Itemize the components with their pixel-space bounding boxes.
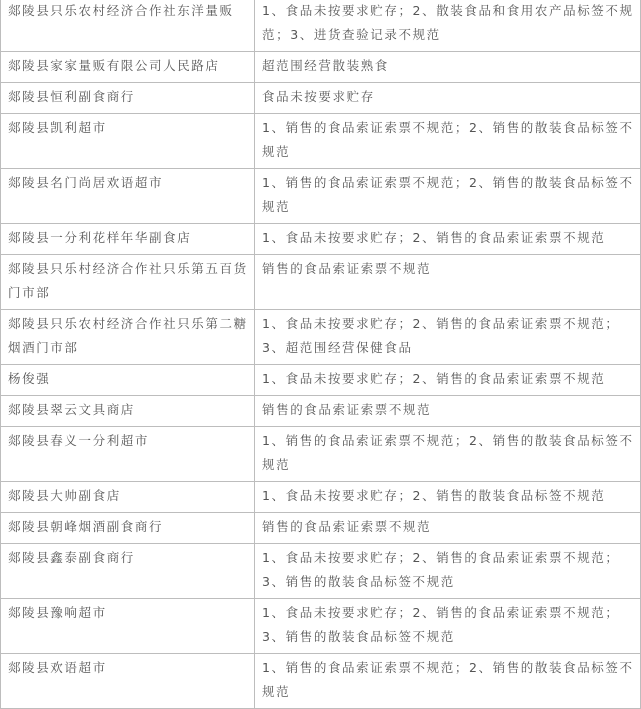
table-row bbox=[1, 482, 641, 513]
table-row bbox=[1, 0, 641, 52]
store-name-cell: 郯陵县恒利副食商行 bbox=[1, 83, 255, 114]
table-row bbox=[1, 169, 641, 224]
store-name-cell: 郯陵县朝峰烟酒副食商行 bbox=[1, 513, 255, 544]
store-name-cell: 郯陵县凯利超市 bbox=[1, 114, 255, 169]
issue-cell: 1、食品未按要求贮存；2、销售的散装食品标签不规范 bbox=[255, 482, 641, 513]
table-row bbox=[1, 365, 641, 396]
table-row bbox=[1, 654, 641, 709]
issue-cell: 销售的食品索证索票不规范 bbox=[255, 255, 641, 310]
table-row bbox=[1, 114, 641, 169]
table-row bbox=[1, 544, 641, 599]
issue-cell: 1、销售的食品索证索票不规范；2、销售的散装食品标签不规范 bbox=[255, 114, 641, 169]
table-row bbox=[1, 224, 641, 255]
store-name-cell: 杨俊强 bbox=[1, 365, 255, 396]
store-name-cell: 郯陵县鑫泰副食商行 bbox=[1, 544, 255, 599]
store-name-cell: 郯陵县春义一分利超市 bbox=[1, 427, 255, 482]
store-name-cell: 郯陵县翠云文具商店 bbox=[1, 396, 255, 427]
store-name-cell: 郯陵县大帅副食店 bbox=[1, 482, 255, 513]
store-name-cell: 郯陵县家家量贩有限公司人民路店 bbox=[1, 52, 255, 83]
table-row bbox=[1, 427, 641, 482]
issue-cell: 销售的食品索证索票不规范 bbox=[255, 396, 641, 427]
issue-cell: 1、食品未按要求贮存；2、销售的食品索证索票不规范；3、销售的散装食品标签不规范 bbox=[255, 599, 641, 654]
store-name-cell: 郯陵县名门尚居欢语超市 bbox=[1, 169, 255, 224]
issue-cell: 1、食品未按要求贮存；2、销售的食品索证索票不规范 bbox=[255, 365, 641, 396]
issue-cell: 1、销售的食品索证索票不规范；2、销售的散装食品标签不规范 bbox=[255, 654, 641, 709]
table-row bbox=[1, 599, 641, 654]
issue-cell: 1、食品未按要求贮存；2、销售的食品索证索票不规范 bbox=[255, 224, 641, 255]
table-row bbox=[1, 310, 641, 365]
issue-cell: 1、食品未按要求贮存；2、销售的食品索证索票不规范；3、超范围经营保健食品 bbox=[255, 310, 641, 365]
table-row bbox=[1, 255, 641, 310]
store-name-cell: 郯陵县豫响超市 bbox=[1, 599, 255, 654]
store-name-cell: 郯陵县只乐村经济合作社只乐第五百货门市部 bbox=[1, 255, 255, 310]
issue-cell: 超范围经营散装熟食 bbox=[255, 52, 641, 83]
issue-cell: 1、食品未按要求贮存；2、散装食品和食用农产品标签不规范；3、进货查验记录不规范 bbox=[255, 0, 641, 52]
table-row bbox=[1, 513, 641, 544]
table-row bbox=[1, 83, 641, 114]
table-row bbox=[1, 396, 641, 427]
issue-cell: 1、销售的食品索证索票不规范；2、销售的散装食品标签不规范 bbox=[255, 427, 641, 482]
issue-cell: 1、销售的食品索证索票不规范；2、销售的散装食品标签不规范 bbox=[255, 169, 641, 224]
issue-cell: 食品未按要求贮存 bbox=[255, 83, 641, 114]
store-name-cell: 郯陵县只乐农村经济合作社只乐第二糖烟酒门市部 bbox=[1, 310, 255, 365]
store-name-cell: 郯陵县欢语超市 bbox=[1, 654, 255, 709]
issue-cell: 1、食品未按要求贮存；2、销售的食品索证索票不规范；3、销售的散装食品标签不规范 bbox=[255, 544, 641, 599]
table-row bbox=[1, 52, 641, 83]
store-name-cell: 郯陵县一分利花样年华副食店 bbox=[1, 224, 255, 255]
issue-cell: 销售的食品索证索票不规范 bbox=[255, 513, 641, 544]
store-name-cell: 郯陵县只乐农村经济合作社东洋量贩 bbox=[1, 0, 255, 52]
